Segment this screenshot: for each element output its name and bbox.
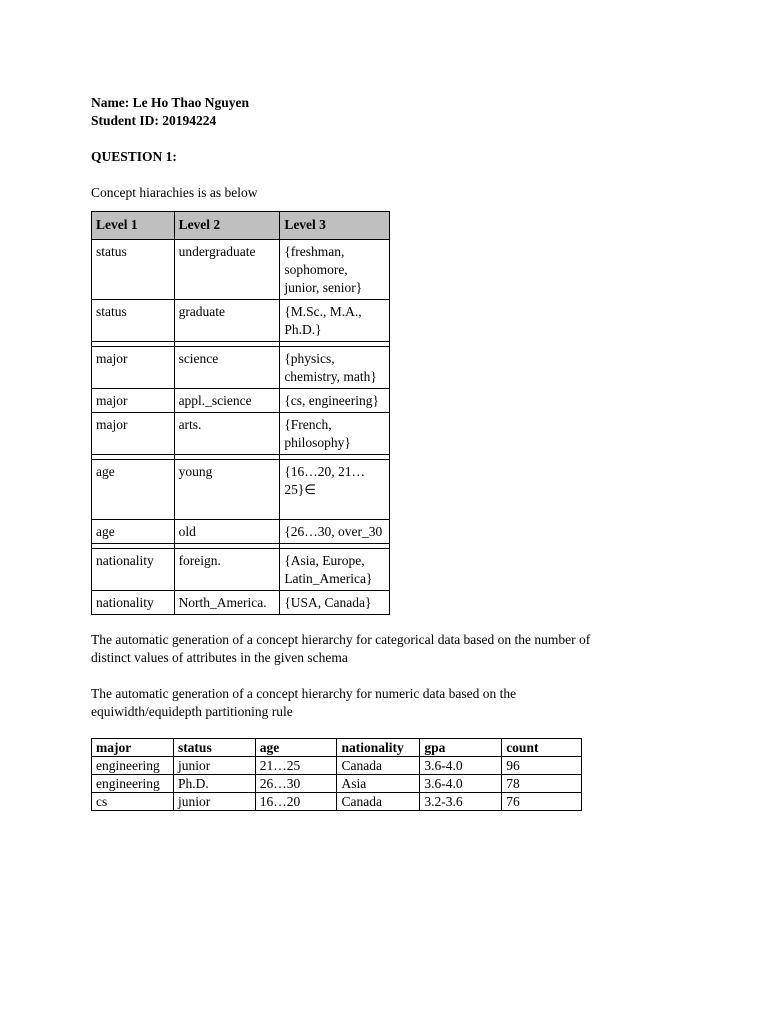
status-cell: junior [173, 757, 255, 775]
intro-text: Concept hiarachies is as below [91, 185, 258, 200]
table-row [92, 347, 390, 389]
gpa-cell: 3.6-4.0 [420, 775, 502, 793]
student-id: Student ID: 20194224 [91, 113, 217, 128]
paragraph-categorical-line-2: distinct values of attributes in the given schema [91, 650, 348, 665]
header-level-3: Level 3 [280, 212, 390, 240]
age-cell: 26…30 [255, 775, 337, 793]
header-major: major [92, 739, 174, 757]
level-3-cell: {USA, Canada} [280, 591, 390, 615]
count-cell: 78 [502, 775, 582, 793]
header-level-2: Level 2 [174, 212, 280, 240]
table-row [92, 389, 390, 413]
level-2-cell: science [174, 347, 280, 389]
header-status: status [173, 739, 255, 757]
table-row [92, 793, 582, 811]
spacer [91, 667, 691, 685]
level-1-cell: major [92, 389, 175, 413]
level-1-cell: nationality [92, 549, 175, 591]
spacer [91, 130, 691, 148]
level-2-cell: old [174, 520, 280, 544]
table-row [92, 300, 390, 342]
age-cell: 16…20 [255, 793, 337, 811]
level-3-cell: {Asia, Europe, Latin_America} [280, 549, 390, 591]
header-level-1: Level 1 [92, 212, 175, 240]
header-nationality: nationality [337, 739, 420, 757]
header-age: age [255, 739, 337, 757]
level-2-cell: arts. [174, 413, 280, 455]
table-row [92, 520, 390, 544]
table-row [92, 549, 390, 591]
question-heading: QUESTION 1: [91, 149, 177, 164]
level-2-cell: foreign. [174, 549, 280, 591]
student-name: Name: Le Ho Thao Nguyen [91, 95, 250, 110]
spacer [91, 721, 691, 738]
level-3-cell: {French, philosophy} [280, 413, 390, 455]
status-cell: junior [173, 793, 255, 811]
result-header-row [92, 739, 582, 757]
hierarchy-header-row [92, 212, 390, 240]
spacer [91, 202, 691, 211]
level-2-cell: undergraduate [174, 240, 280, 300]
spacer [91, 166, 691, 184]
paragraph-numeric-line-2: equiwidth/equidepth partitioning rule [91, 704, 293, 719]
count-cell: 76 [502, 793, 582, 811]
table-row [92, 591, 390, 615]
level-2-cell: young [174, 460, 280, 520]
major-cell: engineering [92, 775, 174, 793]
level-1-cell: major [92, 413, 175, 455]
nationality-cell: Canada [337, 793, 420, 811]
table-row [92, 413, 390, 455]
level-3-cell: {cs, engineering} [280, 389, 390, 413]
major-cell: cs [92, 793, 174, 811]
gpa-cell: 3.2-3.6 [420, 793, 502, 811]
document-page [91, 94, 691, 811]
level-3-cell: {M.Sc., M.A., Ph.D.} [280, 300, 390, 342]
concept-hierarchy-table [91, 211, 390, 615]
result-table [91, 738, 582, 811]
status-cell: Ph.D. [173, 775, 255, 793]
paragraph-categorical-line-1: The automatic generation of a concept hierarchy for categorical data based on the number of [91, 632, 591, 647]
gpa-cell: 3.6-4.0 [420, 757, 502, 775]
level-1-cell: major [92, 347, 175, 389]
nationality-cell: Asia [337, 775, 420, 793]
level-3-cell: {physics, chemistry, math} [280, 347, 390, 389]
level-1-cell: status [92, 240, 175, 300]
level-3-cell: {freshman, sophomore, junior, senior} [280, 240, 390, 300]
level-2-cell: graduate [174, 300, 280, 342]
header-count: count [502, 739, 582, 757]
level-2-cell: appl._science [174, 389, 280, 413]
level-1-cell: status [92, 300, 175, 342]
paragraph-numeric-line-1: The automatic generation of a concept hierarchy for numeric data based on the [91, 686, 517, 701]
level-3-cell: {16…20, 21…25}∈ [280, 460, 390, 520]
header-gpa: gpa [420, 739, 502, 757]
age-cell: 21…25 [255, 757, 337, 775]
spacer [91, 615, 691, 631]
level-3-cell: {26…30, over_30 [280, 520, 390, 544]
table-row [92, 240, 390, 300]
count-cell: 96 [502, 757, 582, 775]
level-1-cell: age [92, 520, 175, 544]
table-row [92, 757, 582, 775]
level-1-cell: age [92, 460, 175, 520]
nationality-cell: Canada [337, 757, 420, 775]
major-cell: engineering [92, 757, 174, 775]
level-1-cell: nationality [92, 591, 175, 615]
table-row [92, 775, 582, 793]
table-row [92, 460, 390, 520]
level-2-cell: North_America. [174, 591, 280, 615]
